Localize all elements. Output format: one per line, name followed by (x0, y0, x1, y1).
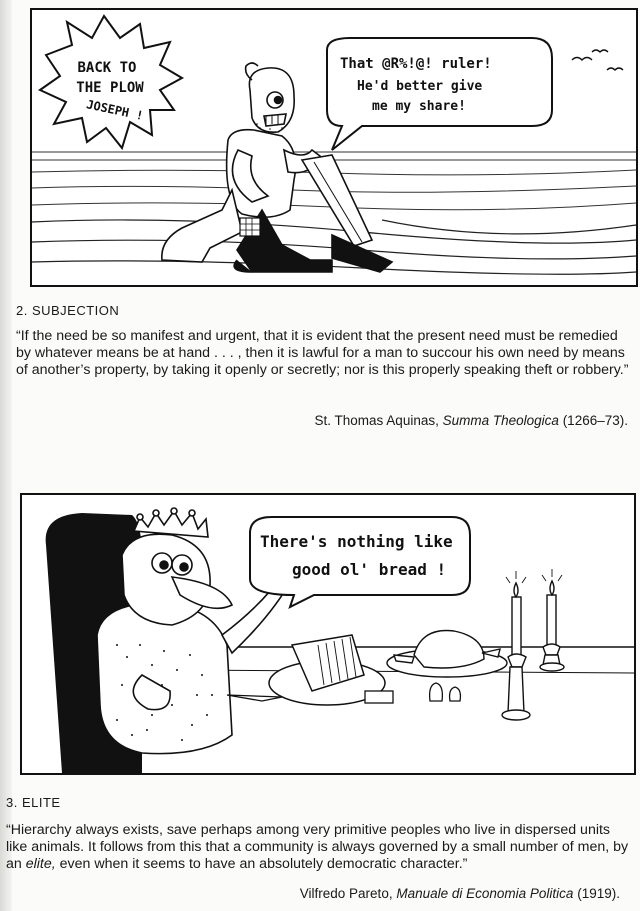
plow-icon (302, 155, 392, 272)
aquinas-citation (315, 413, 628, 428)
citation-year: (1919). (577, 886, 620, 901)
pareto-citation (300, 886, 620, 901)
citation-work: Manuale di Economia Politica (396, 886, 574, 901)
burst-line-3: JOSEPH ! (85, 97, 145, 123)
seagull-icons (572, 50, 623, 70)
citation-year: (1266–73). (562, 413, 628, 428)
roast-chicken-icon (387, 631, 507, 678)
citation-work: Summa Theologica (442, 413, 559, 428)
pareto-quote (6, 822, 634, 873)
bubble-line-1: That @R%!@! ruler! (340, 56, 492, 72)
quote-text-part-2: even when it seems to have an absolutely democratic character.” (55, 856, 468, 872)
knife-icon (227, 695, 282, 701)
candle-icon-right (540, 569, 564, 671)
burst-line-2: THE PLOW (76, 80, 144, 96)
bubble-line-1: There's nothing like (260, 532, 453, 551)
aquinas-quote: “If the need be so manifest and urgent, that it is evident that the present need must be remedied by whatever means be at hand . . . , then it is lawful for a man to succour his own need by means of another’s property, by taking it openly or secretly; nor is this properly speaking theft or robbery.” (16, 328, 629, 378)
plow-illustration (32, 10, 636, 285)
section-heading-elite: 3. ELITE (6, 795, 61, 810)
candle-icon-left (502, 571, 530, 720)
quote-text-part-1: “Hierarchy always exists, save perhaps among very primitive peoples who live in dispersed units like animals. It follows from this that a community is always governed by a small number of men, by an (6, 822, 629, 872)
pepper-shaker-icon (450, 687, 461, 701)
quote-italic-word: elite, (25, 856, 56, 872)
citation-author: St. Thomas Aquinas, (314, 413, 439, 428)
section-heading-subjection: 2. SUBJECTION (16, 303, 120, 318)
bubble-line-3: me my share! (372, 99, 466, 114)
speech-bubble (327, 38, 552, 150)
bread-illustration (22, 495, 634, 773)
bubble-line-2: good ol' bread ! (292, 560, 447, 579)
comic-panel-bread (20, 493, 636, 775)
salt-shaker-icon (430, 683, 443, 701)
citation-author: Vilfredo Pareto, (299, 886, 393, 901)
burst-line-1: BACK TO (77, 60, 137, 76)
comic-panel-plow (30, 8, 638, 287)
page-edge (0, 0, 12, 911)
bubble-line-2: He'd better give (357, 79, 483, 94)
butter-icon (365, 691, 393, 703)
